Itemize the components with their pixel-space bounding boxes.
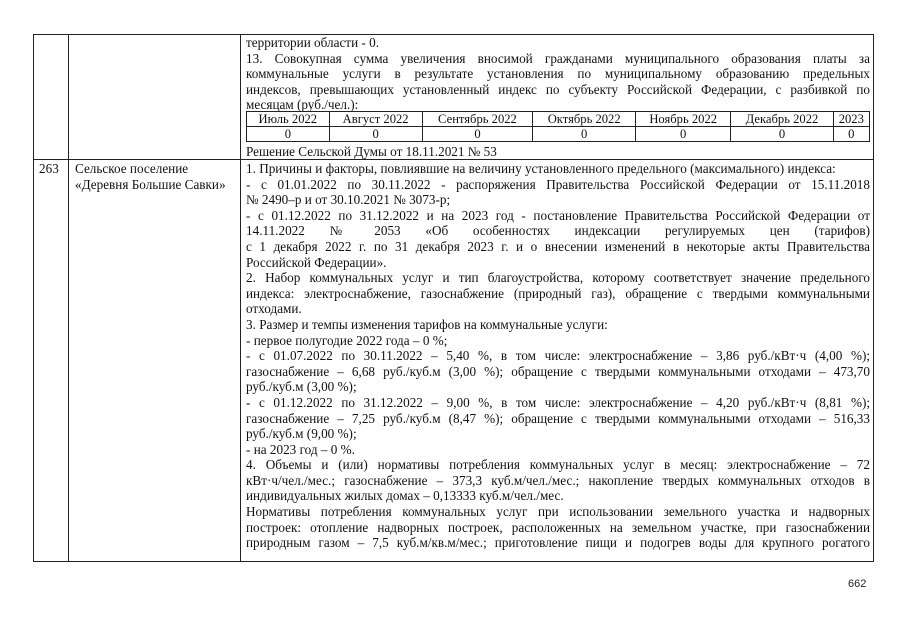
- month-header: Август 2022: [329, 112, 422, 127]
- text-line: - первое полугодие 2022 года – 0 %;: [246, 332, 448, 348]
- month-value: 0: [247, 127, 330, 142]
- municipality-name: [75, 161, 238, 192]
- text-line: 2. Набор коммунальных услуг и тип благоустройства, которому соответствует значение предельного: [246, 270, 870, 286]
- text-line: газоснабжение – 6,68 руб./куб.м (3,00 %); обращение с твердыми коммунальными отходами – 473,70: [246, 363, 870, 379]
- text-line: - с 01.07.2022 по 30.11.2022 – 5,40 %, в том числе: электроснабжение – 3,86 руб./кВт·ч (4,00 %);: [246, 348, 870, 364]
- text-line: 4. Объемы и (или) нормативы потребления коммунальных услуг в месяц: электроснабжение – 72: [246, 457, 870, 473]
- text-line: коммунальные услуги в результате установления по муниципальному образованию предельных: [246, 66, 870, 82]
- text-line: - на 2023 год – 0 %.: [246, 441, 355, 457]
- table-border-bottom: [33, 561, 874, 562]
- top-row-content: [246, 35, 870, 113]
- month-header: Сентябрь 2022: [422, 112, 533, 127]
- text-line: построек: отопление надворных построек, расположенных на земельном участке, при газоснабжении: [246, 519, 870, 535]
- text-line: природным газом – 7,5 куб.м/кв.м/мес.; приготовление пищи и подогрев воды для крупного рогатого: [246, 535, 870, 551]
- month-header: Октябрь 2022: [533, 112, 636, 127]
- month-header: Ноябрь 2022: [636, 112, 731, 127]
- month-value: 0: [329, 127, 422, 142]
- text-line: территории области - 0.: [246, 35, 380, 50]
- text-line: - с 01.01.2022 по 30.11.2022 - распоряжения Правительства Российской Федерации от 15.11.2018: [246, 176, 870, 192]
- text-line: 1. Причины и факторы, повлиявшие на величину установленного предельного (максимального) индекса:: [246, 161, 836, 176]
- text-line: 13. Совокупная сумма увеличения вносимой гражданами муниципального образования платы за: [246, 50, 870, 66]
- text-line: с 1 декабря 2022 г. по 31 декабря 2023 г. и о внесении изменений в некоторые акты Правительства: [246, 238, 870, 254]
- month-value: 0: [422, 127, 533, 142]
- page-number: 662: [848, 578, 867, 590]
- table-border-right: [873, 34, 874, 562]
- text-line: руб./куб.м (3,00 %);: [246, 379, 357, 395]
- text-line: Нормативы потребления коммунальных услуг при использовании земельного участка и надворных: [246, 504, 870, 520]
- text-line: - с 01.12.2022 по 31.12.2022 – 9,00 %, в том числе: электроснабжение – 4,20 руб./кВт·ч (8,81 %);: [246, 394, 870, 410]
- text-line: руб./куб.м (9,00 %);: [246, 426, 357, 442]
- months-header-row: [247, 112, 870, 127]
- text-line: индекса: электроснабжение, газоснабжение (природный газ), обращение с твердыми коммунальными: [246, 285, 870, 301]
- month-header: 2023: [833, 112, 869, 127]
- month-value: 0: [533, 127, 636, 142]
- text-line: индексов, превышающих установленный индекс по субъекту Российской Федерации, с разбивкой по: [246, 81, 870, 97]
- month-value: 0: [833, 127, 869, 142]
- row-263-content: [246, 161, 870, 551]
- table-border-left: [33, 34, 34, 562]
- table-divider-number: [68, 34, 69, 562]
- text-line: № 2490–р и от 30.10.2021 № 3073-р;: [246, 192, 451, 208]
- municipality-name-line: «Деревня Большие Савки»: [75, 176, 226, 192]
- month-header: Июль 2022: [247, 112, 330, 127]
- text-line: 3. Размер и темпы изменения тарифов на коммунальные услуги:: [246, 316, 608, 332]
- text-line: отходами.: [246, 301, 302, 317]
- months-value-row: [247, 127, 870, 142]
- text-line: индивидуальных жилых домах – 0,13333 куб.м/чел./мес.: [246, 488, 564, 504]
- month-value: 0: [636, 127, 731, 142]
- text-line: Российской Федерации».: [246, 254, 387, 270]
- months-table: [246, 111, 870, 142]
- text-line: месяцам (руб./чел.):: [246, 97, 359, 113]
- text-line: газоснабжение – 7,25 руб./куб.м (8,47 %); обращение с твердыми коммунальными отходами – 516,33: [246, 410, 870, 426]
- decision-text: Решение Сельской Думы от 18.11.2021 № 53: [246, 144, 497, 159]
- row-number: 263: [39, 161, 59, 176]
- text-line: 14.11.2022 № 2053 «Об особенностях индексации регулируемых цен (тарифов): [246, 223, 870, 239]
- text-line: - с 01.12.2022 по 31.12.2022 и на 2023 год - постановление Правительства Российской Федерации от: [246, 207, 870, 223]
- month-value: 0: [731, 127, 833, 142]
- municipality-name-line: Сельское поселение: [75, 161, 189, 176]
- text-line: кВт·ч/чел./мес.; газоснабжение – 373,3 куб.м/чел./мес.; накопление твердых коммунальных отходов в: [246, 472, 870, 488]
- table-divider-name: [240, 34, 241, 562]
- month-header: Декабрь 2022: [731, 112, 833, 127]
